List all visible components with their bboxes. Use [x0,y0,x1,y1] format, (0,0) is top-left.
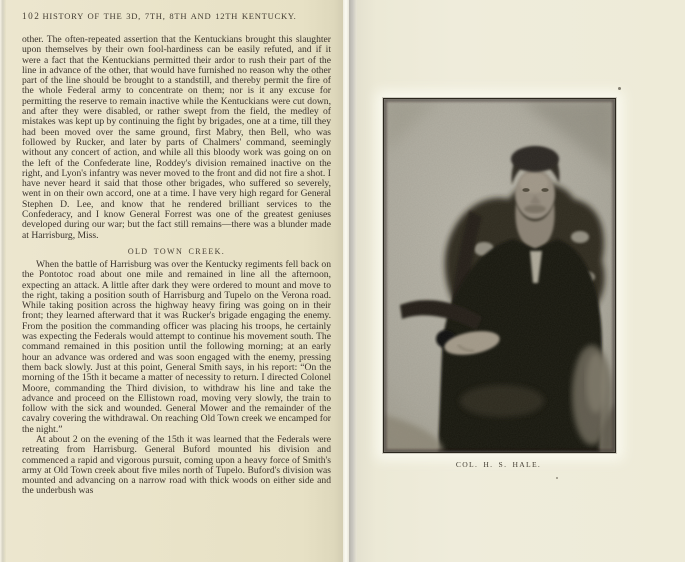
running-head [22,10,331,24]
portrait-photo [383,98,616,453]
left-text-block [22,10,331,497]
running-title: HISTORY OF THE 3D, 7TH, 8TH AND 12TH KENTUCKY. [42,11,297,21]
gutter-shadow [349,0,357,562]
body-paragraph-1: other. The often-repeated assertion that the Kentuckians brought this slaughter upon themselves by their own fool-hardiness can be easily refuted, and if it were a fact that the Kentuckians permitted their ardor to rush their part of the line in advance of the other, that would have furnished no reason why the other part of the line should be brought to a standstill, and thereby permit the fire of the whole Federal army to concentrate on them; nor is it any excuse for permitting the reserve to remain inactive while the Kentuckians were cut down, and after they were disabled, or rather swept from the field, the medley of mistakes was kept up by continuing the fight by brigades, one at a time, till they had been moved over the same ground, first Mabry, then Bell, who was followed by Rucker, and later by parts of Chalmers' command, seemingly without any concert of action, and while all this bloody work was going on on the left of the Confederate line, Roddey's division remained inactive on the right, and Lyon's infantry was never moved to the front and did not fire a shot. I have never heard it said that those other brigades, who suffered so severely, went in on their own accord, one at a time. I have very high regard for General Stephen D. Lee, and know that he rendered brilliant services to the Confederacy, and I know General Forrest was one of the greatest geniuses developed during our war; but the fact still remains—there was a blunder made at Harrisburg, Miss. [22,34,331,241]
portrait-photo-art [384,99,615,452]
left-page-edge [0,0,6,562]
body-paragraph-3: At about 2 on the evening of the 15th it was learned that the Federals were retreating from Harrisburg. General Buford mounted his division and commenced a rapid and vigorous pursuit, coming upon a heavy force of Smith's army at Old Town creek about five miles north of Tupelo. Buford's division was mounted and advancing on a narrow road with thick woods on either side and the underbush was [22,433,331,497]
page-number: 102 [22,11,41,21]
page-speck [618,87,621,90]
page-speck [556,477,558,479]
body-paragraph-2: When the battle of Harrisburg was over the Kentucky regiments fell back on the Pontotoc road about one mile and remained in line all the afternoon, expecting an attack. A little after dark they were ordered to mount and move to the right, taking a position south of Harrisburg and Tupelo on the Verona road. While taking position across the highway heavy firing was going on in their front; they learned afterward that it was Rucker's brigade engaging the enemy. From the position the commanding officer was placing his troops, he certainly was expecting the Federals would attempt to continue his movement south. The command remained in this position until the following morning; at an early hour an advance was ordered and was soon engaged with the enemy, pressing them back slowly. Just at this point, General Smith says, in his report: “On the morning of the 15th it became a matter of necessity to return. I directed Colonel Moore, commanding the Third division, to withdraw his line and take the advance and proceed on the Ellistown road, moving very slowly, the train to follow with the sick and wounded. General Mower and the remainder of the cavalry covering the withdrawal. On reaching Old Town creek we encamped for the night.” [22,258,331,435]
photo-caption: COL. H. S. HALE. [455,460,542,469]
section-heading-old-town-creek: OLD TOWN CREEK. [127,246,226,256]
